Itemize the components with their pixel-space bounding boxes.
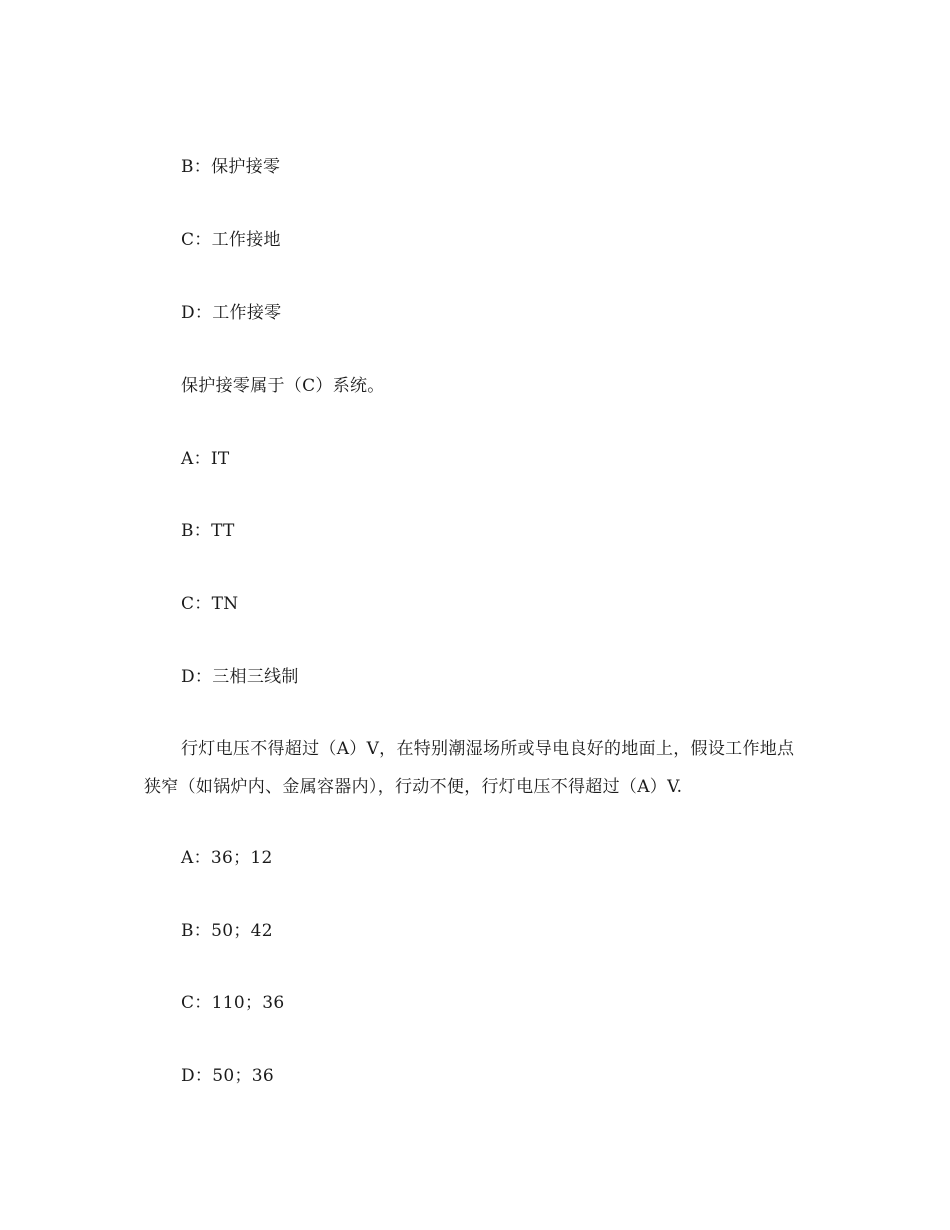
q3-question: 行灯电压不得超过（A）V，在特别潮湿场所或导电良好的地面上，假设工作地点狭窄（如锅炉内、金属容器内），行动不便，行灯电压不得超过（A）V. xyxy=(144,739,795,797)
q1-option-b: B：保护接零 xyxy=(181,157,281,177)
q2-option-b: B：TT xyxy=(181,521,235,541)
q3-option-a: A：36；12 xyxy=(181,848,273,868)
q2-option-a: A：IT xyxy=(181,449,230,469)
q2-option-d: D：三相三线制 xyxy=(181,667,299,687)
q2-option-c: C：TN xyxy=(181,594,239,614)
q3-option-d: D：50；36 xyxy=(181,1066,274,1086)
q2-question: 保护接零属于（C）系统。 xyxy=(181,376,385,396)
q1-option-d: D：工作接零 xyxy=(181,303,282,323)
q3-option-b: B：50；42 xyxy=(181,921,273,941)
q1-option-c: C：工作接地 xyxy=(181,230,281,250)
q3-option-c: C：110；36 xyxy=(181,993,285,1013)
